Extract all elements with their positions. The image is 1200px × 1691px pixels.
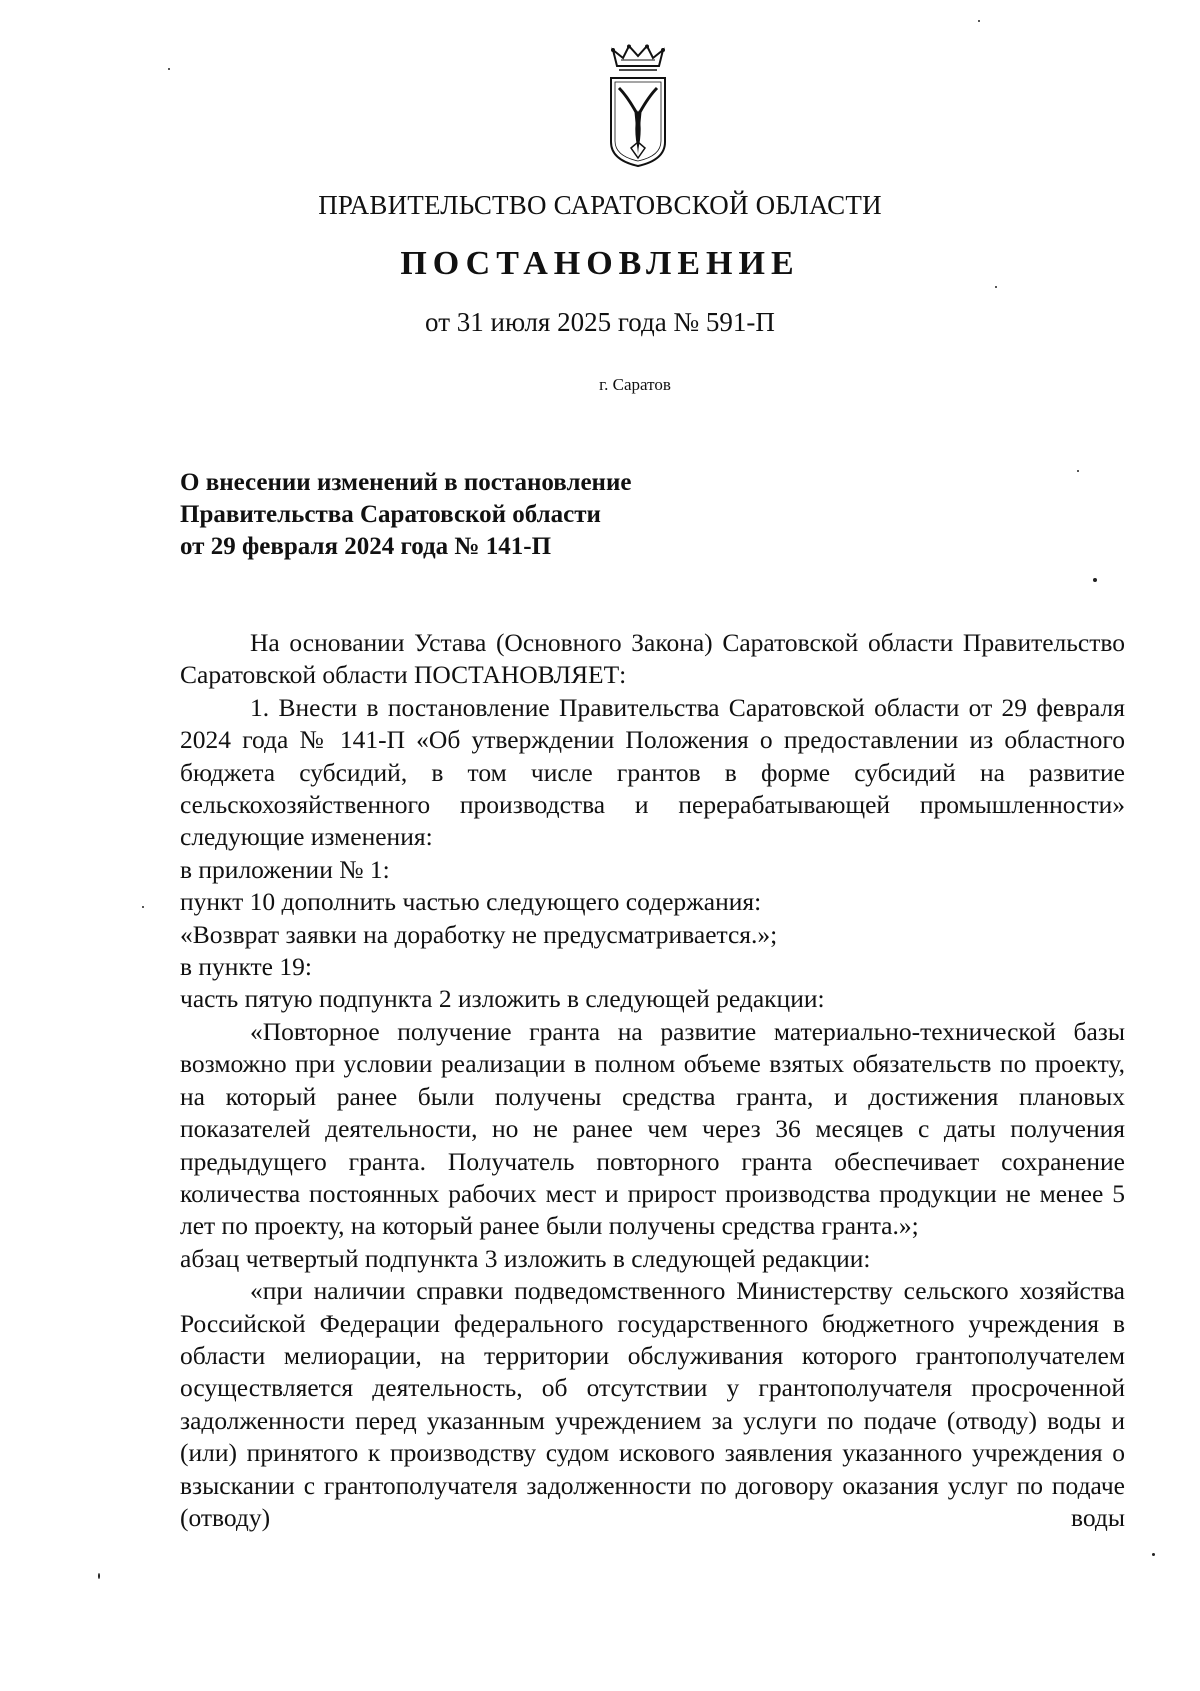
document-type-title: ПОСТАНОВЛЕНИЕ — [400, 245, 800, 282]
scan-speck — [978, 20, 980, 22]
body-paragraph: абзац четвертый подпункта 3 изложить в следующей редакции: — [180, 1243, 871, 1273]
subject-line: от 29 февраля 2024 года № 141-П — [180, 533, 552, 560]
subject-line: О внесении изменений в постановление — [180, 469, 632, 496]
body-paragraph: часть пятую подпункта 2 изложить в следующей редакции: — [180, 984, 825, 1014]
scan-speck — [142, 906, 144, 908]
issuing-authority: ПРАВИТЕЛЬСТВО САРАТОВСКОЙ ОБЛАСТИ — [318, 190, 882, 220]
scan-speck — [1093, 578, 1097, 582]
scan-speck — [98, 1573, 100, 1579]
document-body — [180, 627, 1125, 1534]
body-paragraph: «Возврат заявки на доработку не предусматривается.»; — [180, 919, 778, 949]
scan-speck — [1152, 1553, 1155, 1556]
document-city: г. Саратов — [599, 375, 671, 394]
document-date-number: от 31 июля 2025 года № 591-П — [425, 307, 775, 337]
body-paragraph: На основании Устава (Основного Закона) Саратовской области Правительство Саратовской области ПОСТАНОВЛЯЕТ: — [180, 628, 1125, 690]
scan-speck — [168, 68, 170, 70]
body-paragraph: в пункте 19: — [180, 952, 312, 982]
subject-line: Правительства Саратовской области — [180, 501, 601, 528]
document-subject — [180, 467, 880, 563]
body-paragraph: пункт 10 дополнить частью следующего содержания: — [180, 887, 762, 917]
body-paragraph: в приложении № 1: — [180, 854, 390, 884]
body-paragraph: «Повторное получение гранта на развитие материально-технической базы возможно при условии реализации в полном объеме взятых обязательств по проекту, на который ранее были получены средства гранта, и достижения плановых показателей деятельности, но не ранее чем через 36 месяцев с даты получения предыдущего гранта. Получатель повторного гранта обеспечивает сохранение количества постоянных рабочих мест и прирост производства продукции не менее 5 лет по проекту, на который ранее были получены средства гранта.»; — [180, 1016, 1125, 1241]
scan-speck — [1077, 470, 1079, 472]
body-paragraph: «при наличии справки подведомственного Министерству сельского хозяйства Российской Федерации федерального государственного бюджетного учреждения в области мелиорации, на территории обслуживания которого грантополучателем осуществляется деятельность, об отсутствии у грантополучателя просроченной задолженности перед указанным учреждением за услуги по подаче (отводу) воды и (или) принятого к производству судом искового заявления указанного учреждения о взыскании с грантополучателя задолженности по договору оказания услуг по подаче (отводу) воды — [180, 1276, 1125, 1532]
body-paragraph: 1. Внести в постановление Правительства Саратовской области от 29 февраля 2024 года № 141-П «Об утверждении Положения о предоставлении из областного бюджета субсидий, в том числе грантов в форме субсидий на развитие сельскохозяйственного производства и перерабатывающей промышленности» следующие изменения: — [180, 692, 1125, 852]
scan-speck — [995, 286, 997, 288]
coat-of-arms-emblem — [607, 44, 669, 170]
